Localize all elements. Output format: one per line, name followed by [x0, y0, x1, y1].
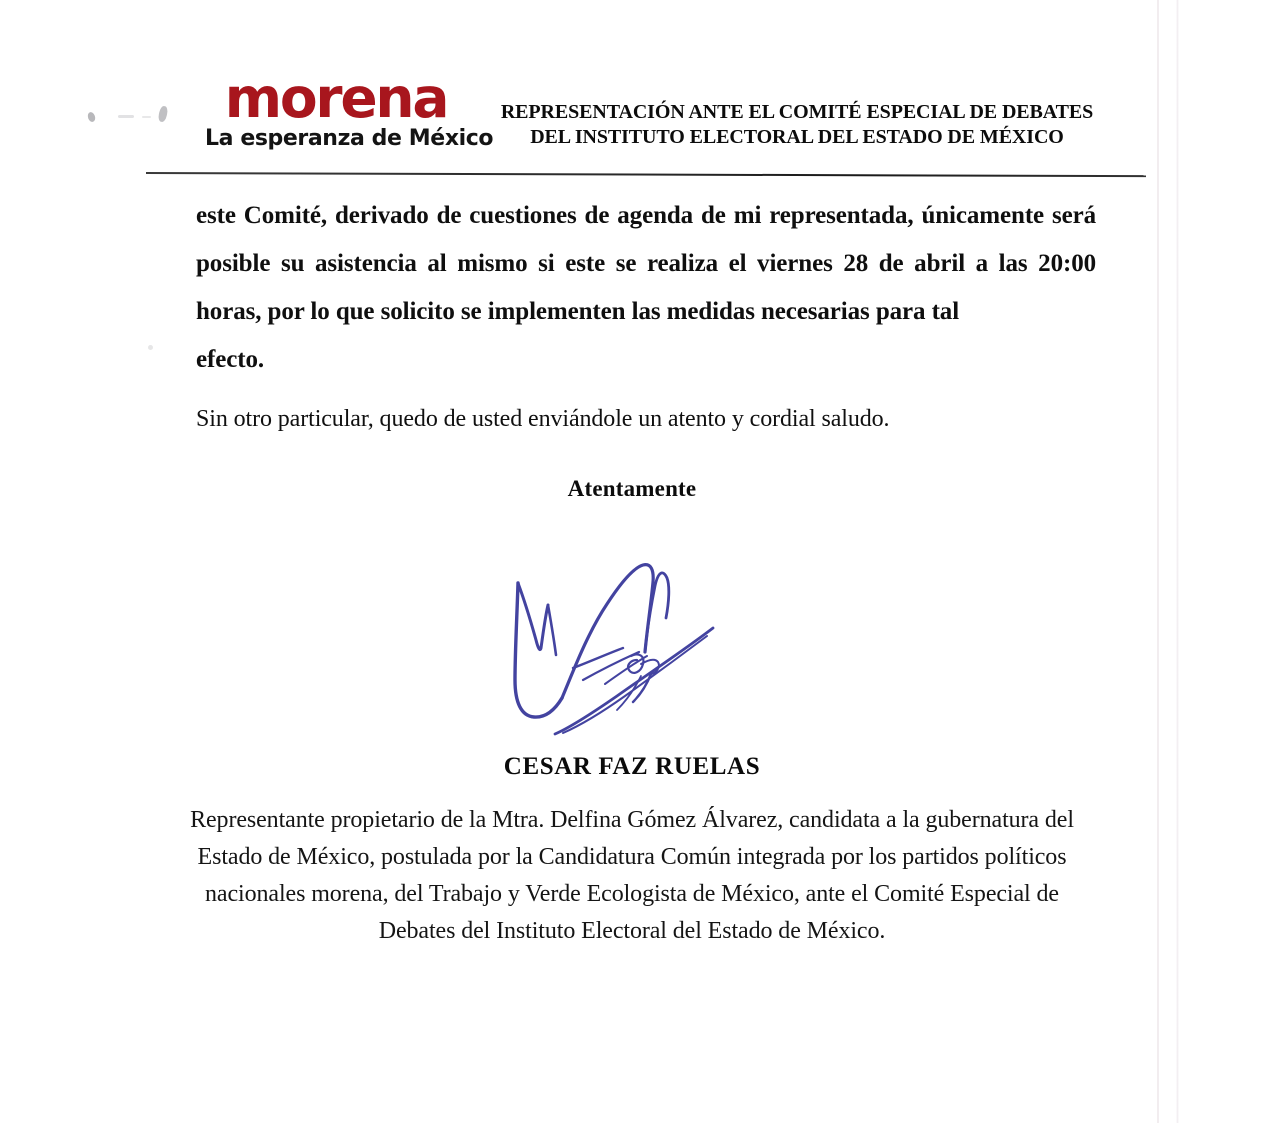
morena-logo — [205, 66, 494, 152]
handwritten-signature — [455, 556, 785, 756]
body-paragraph-main: este Comité, derivado de cuestiones de agenda de mi representada, únicamente será posible su asistencia al mismo si este se realiza el viernes 28 de abril a las 20:00 horas, por lo que solicito se implementen las medidas necesarias para tal — [196, 202, 1096, 325]
header-title-line-1: REPRESENTACIÓN ANTE EL COMITÉ ESPECIAL DE DEBATES — [500, 101, 1094, 123]
closing-salutation-line: Sin otro particular, quedo de usted enviándole un atento y cordial saludo. — [196, 406, 890, 432]
header-title-line-2: DEL INSTITUTO ELECTORAL DEL ESTADO DE MÉXICO — [530, 126, 1064, 148]
signer-role-description: Representante propietario de la Mtra. Delfina Gómez Álvarez, candidata a la gubernatura del Estado de México, postulada por la Candidatura Común integrada por los partidos políticos nacionales morena, del Trabajo y Verde Ecologista de México, ante el Comité Especial de Debates del Instituto Electoral del Estado de México. — [190, 807, 1074, 944]
signature-strokes — [455, 556, 785, 756]
document-header — [0, 62, 1264, 170]
morena-tagline: La esperanza de México — [205, 126, 494, 151]
header-divider-rule — [146, 172, 1146, 177]
header-title — [492, 100, 1102, 150]
atentamente-heading: Atentamente — [567, 476, 697, 501]
scan-speck-artifact — [148, 345, 153, 350]
body-paragraph — [196, 192, 1096, 384]
signer-name: CESAR FAZ RUELAS — [503, 753, 761, 780]
body-paragraph-tail: efecto. — [196, 346, 264, 373]
morena-wordmark: morena — [224, 66, 448, 130]
